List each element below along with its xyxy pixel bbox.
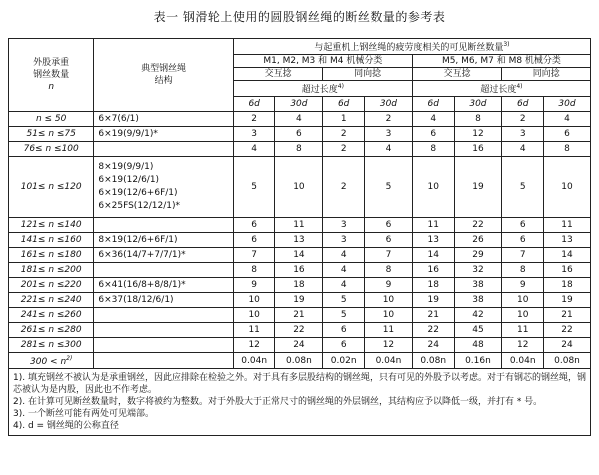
header-class-a: M1, M2, M3 和 M4 机械分类 xyxy=(233,55,412,68)
header-length-note-a: 4) xyxy=(337,83,344,90)
broken-wire-value: 6 xyxy=(323,323,365,338)
strand-count-note: 2) xyxy=(66,355,73,362)
header-structure-line2: 结构 xyxy=(154,76,173,86)
strand-count-text: 161≤ n ≤180 xyxy=(20,250,82,260)
header-length-a xyxy=(233,81,412,97)
broken-wire-value: 11 xyxy=(544,218,591,233)
strand-count-text: 101≤ n ≤120 xyxy=(20,182,82,192)
broken-wire-value: 6 xyxy=(502,218,544,233)
table-title: 表一 钢滑轮上使用的圆股钢丝绳的断丝数量的参考表 xyxy=(153,10,446,24)
broken-wire-value: 4 xyxy=(275,112,323,127)
strand-count-cell xyxy=(9,248,94,263)
broken-wire-value: 12 xyxy=(233,338,275,353)
broken-wire-value: 10 xyxy=(365,293,413,308)
broken-wire-value: 2 xyxy=(323,127,365,142)
broken-wire-value: 8 xyxy=(412,142,454,157)
broken-wire-value: 8 xyxy=(502,263,544,278)
structure-text: 6×7(6/1) xyxy=(98,113,139,124)
broken-wire-value: 21 xyxy=(275,308,323,323)
table-row xyxy=(9,353,591,369)
broken-wire-value: 8 xyxy=(454,112,502,127)
broken-wire-value: 4 xyxy=(323,263,365,278)
broken-wire-value: 6 xyxy=(323,338,365,353)
header-structure-line1: 典型钢丝绳 xyxy=(141,64,187,74)
table-row xyxy=(9,233,591,248)
broken-wire-value: 16 xyxy=(454,142,502,157)
structure-cell xyxy=(94,293,233,308)
broken-wire-value: 18 xyxy=(544,278,591,293)
broken-wire-value: 3 xyxy=(233,127,275,142)
broken-wire-value: 13 xyxy=(544,233,591,248)
structure-cell xyxy=(94,323,233,338)
structure-text: 6×41(16/8+8/8/1)* xyxy=(98,279,186,290)
broken-wire-value: 11 xyxy=(412,218,454,233)
broken-wire-value: 4 xyxy=(323,248,365,263)
broken-wire-value: 14 xyxy=(544,248,591,263)
header-length-note-b: 4) xyxy=(516,83,523,90)
header-group-note: 3) xyxy=(503,41,510,48)
table-row xyxy=(9,218,591,233)
structure-cell xyxy=(94,142,233,157)
broken-wire-value: 38 xyxy=(454,278,502,293)
strand-count-cell xyxy=(9,218,94,233)
broken-wire-value: 19 xyxy=(454,157,502,218)
broken-wire-value: 0.08n xyxy=(275,353,323,369)
header-strand-count-line1: 外股承重 xyxy=(33,58,70,68)
header-same-lay-b: 同向捻 xyxy=(502,68,591,81)
broken-wire-value: 29 xyxy=(454,248,502,263)
structure-cell xyxy=(94,233,233,248)
broken-wire-value: 9 xyxy=(502,278,544,293)
broken-wire-value: 9 xyxy=(233,278,275,293)
broken-wire-value: 10 xyxy=(502,308,544,323)
broken-wire-value: 2 xyxy=(323,157,365,218)
broken-wire-value: 13 xyxy=(412,233,454,248)
strand-count-cell xyxy=(9,278,94,293)
broken-wire-value: 2 xyxy=(365,112,413,127)
header-length-cell: 30d xyxy=(454,97,502,112)
strand-count-text: 201≤ n ≤220 xyxy=(20,280,82,290)
strand-count-cell xyxy=(9,323,94,338)
structure-cell xyxy=(94,112,233,127)
broken-wire-value: 12 xyxy=(365,338,413,353)
broken-wire-value: 8 xyxy=(544,142,591,157)
header-length-cell: 6d xyxy=(323,97,365,112)
broken-wire-value: 5 xyxy=(233,157,275,218)
broken-wire-value: 6 xyxy=(233,233,275,248)
structure-cell xyxy=(94,218,233,233)
structure-cell xyxy=(94,157,233,218)
strand-count-cell xyxy=(9,157,94,218)
header-same-lay-a: 同向捻 xyxy=(323,68,413,81)
header-strand-count xyxy=(9,39,94,112)
table-row xyxy=(9,263,591,278)
structure-text: 6×25FS(12/12/1)* xyxy=(98,201,181,211)
broken-wire-table xyxy=(8,38,591,436)
strand-count-text: 121≤ n ≤140 xyxy=(20,220,82,230)
broken-wire-value: 16 xyxy=(412,263,454,278)
table-row xyxy=(9,293,591,308)
strand-count-cell xyxy=(9,127,94,142)
broken-wire-value: 6 xyxy=(502,233,544,248)
strand-count-cell xyxy=(9,233,94,248)
header-length-cell: 6d xyxy=(412,97,454,112)
broken-wire-value: 8 xyxy=(365,263,413,278)
broken-wire-value: 4 xyxy=(544,112,591,127)
footnote: 2). 在计算可见断丝数量时，数字将被约为整数。对于外股大于正常尺寸的钢丝绳的外层钢丝，其结构应予以降低一级，并打有 * 号。 xyxy=(13,397,543,407)
broken-wire-value: 0.16n xyxy=(454,353,502,369)
broken-wire-value: 11 xyxy=(502,323,544,338)
broken-wire-value: 18 xyxy=(412,278,454,293)
header-cross-lay-b: 交互捻 xyxy=(412,68,502,81)
header-strand-count-symbol: n xyxy=(48,82,55,92)
broken-wire-value: 2 xyxy=(233,112,275,127)
structure-text: 6×36(14/7+7/7/1)* xyxy=(98,249,186,260)
broken-wire-value: 10 xyxy=(502,293,544,308)
strand-count-cell xyxy=(9,263,94,278)
broken-wire-value: 0.04n xyxy=(502,353,544,369)
table-row xyxy=(9,248,591,263)
structure-text: 8×19(9/9/1) xyxy=(98,162,154,172)
broken-wire-value: 2 xyxy=(502,112,544,127)
strand-count-text: 221≤ n ≤240 xyxy=(20,295,82,305)
broken-wire-value: 22 xyxy=(544,323,591,338)
strand-count-cell xyxy=(9,308,94,323)
header-length-cell: 30d xyxy=(275,97,323,112)
strand-count-text: 261≤ n ≤280 xyxy=(20,325,82,335)
broken-wire-value: 3 xyxy=(323,233,365,248)
header-structure xyxy=(94,39,233,112)
broken-wire-value: 32 xyxy=(454,263,502,278)
broken-wire-value: 3 xyxy=(323,218,365,233)
strand-count-text: 51≤ n ≤75 xyxy=(26,129,76,139)
broken-wire-value: 19 xyxy=(275,293,323,308)
broken-wire-value: 9 xyxy=(365,278,413,293)
broken-wire-value: 8 xyxy=(275,142,323,157)
strand-count-cell xyxy=(9,142,94,157)
footnote: 1). 填充钢丝不被认为是承重钢丝，因此应排除在检验之外。对于具有多层股结构的钢丝绳，只有可见的外股予以考虑。对于有钢芯的钢丝绳，钢芯被认为是内股，因此也不作考虑。 xyxy=(13,373,586,395)
broken-wire-value: 6 xyxy=(412,127,454,142)
broken-wire-value: 22 xyxy=(275,323,323,338)
header-length-label-a: 超过长度 xyxy=(301,85,338,95)
broken-wire-value: 6 xyxy=(233,218,275,233)
broken-wire-value: 14 xyxy=(275,248,323,263)
structure-cell xyxy=(94,338,233,353)
structure-cell xyxy=(94,248,233,263)
broken-wire-value: 4 xyxy=(233,142,275,157)
broken-wire-value: 7 xyxy=(502,248,544,263)
header-length-cell: 6d xyxy=(233,97,275,112)
header-length-cell: 6d xyxy=(502,97,544,112)
strand-count-text: n ≤ 50 xyxy=(35,114,67,124)
broken-wire-value: 10 xyxy=(233,308,275,323)
broken-wire-value: 6 xyxy=(544,127,591,142)
structure-cell xyxy=(94,308,233,323)
broken-wire-value: 10 xyxy=(412,157,454,218)
broken-wire-value: 3 xyxy=(502,127,544,142)
header-length-label-b: 超过长度 xyxy=(480,85,517,95)
structure-text: 8×19(12/6+6F/1) xyxy=(98,234,178,245)
broken-wire-value: 4 xyxy=(323,278,365,293)
table-row xyxy=(9,127,591,142)
broken-wire-value: 14 xyxy=(412,248,454,263)
header-length-cell: 30d xyxy=(544,97,591,112)
broken-wire-value: 21 xyxy=(544,308,591,323)
broken-wire-value: 0.02n xyxy=(323,353,365,369)
strand-count-text: 141≤ n ≤160 xyxy=(20,235,82,245)
broken-wire-value: 6 xyxy=(365,233,413,248)
broken-wire-value: 24 xyxy=(412,338,454,353)
broken-wire-value: 4 xyxy=(502,142,544,157)
footnote: 3). 一个断丝可能有两处可见端部。 xyxy=(13,409,154,419)
broken-wire-value: 48 xyxy=(454,338,502,353)
broken-wire-value: 11 xyxy=(365,323,413,338)
header-length-b xyxy=(412,81,590,97)
broken-wire-value: 5 xyxy=(502,157,544,218)
structure-cell xyxy=(94,278,233,293)
broken-wire-value: 19 xyxy=(544,293,591,308)
table-row xyxy=(9,308,591,323)
table-row xyxy=(9,142,591,157)
header-strand-count-line2: 钢丝数量 xyxy=(33,70,70,80)
broken-wire-value: 12 xyxy=(502,338,544,353)
broken-wire-value: 5 xyxy=(323,308,365,323)
table-row xyxy=(9,278,591,293)
footnote: 4). d = 钢丝绳的公称直径 xyxy=(13,421,119,431)
structure-cell xyxy=(94,353,233,369)
strand-count-cell xyxy=(9,353,94,369)
structure-cell xyxy=(94,263,233,278)
broken-wire-value: 10 xyxy=(365,308,413,323)
broken-wire-value: 16 xyxy=(544,263,591,278)
broken-wire-value: 10 xyxy=(544,157,591,218)
table-row xyxy=(9,112,591,127)
broken-wire-value: 1 xyxy=(323,112,365,127)
table-row xyxy=(9,157,591,218)
strand-count-cell xyxy=(9,338,94,353)
structure-text: 6×19(12/6+6F/1) xyxy=(98,188,178,198)
header-group xyxy=(233,39,590,55)
structure-text: 6×37(18/12/6/1) xyxy=(98,294,174,305)
broken-wire-value: 0.08n xyxy=(544,353,591,369)
broken-wire-value: 4 xyxy=(412,112,454,127)
broken-wire-value: 0.08n xyxy=(412,353,454,369)
strand-count-text: 76≤ n ≤100 xyxy=(23,144,79,154)
table-row xyxy=(9,323,591,338)
broken-wire-value: 22 xyxy=(412,323,454,338)
header-cross-lay-a: 交互捻 xyxy=(233,68,323,81)
header-class-b: M5, M6, M7 和 M8 机械分类 xyxy=(412,55,590,68)
broken-wire-value: 0.04n xyxy=(365,353,413,369)
strand-count-text: 300 < n xyxy=(30,357,67,367)
structure-text: 6×19(9/9/1)* xyxy=(98,128,158,139)
broken-wire-value: 5 xyxy=(323,293,365,308)
table-row xyxy=(9,338,591,353)
broken-wire-value: 18 xyxy=(275,278,323,293)
broken-wire-value: 38 xyxy=(454,293,502,308)
notes-row xyxy=(9,369,591,436)
broken-wire-value: 5 xyxy=(365,157,413,218)
broken-wire-value: 24 xyxy=(275,338,323,353)
broken-wire-value: 22 xyxy=(454,218,502,233)
broken-wire-value: 26 xyxy=(454,233,502,248)
broken-wire-value: 42 xyxy=(454,308,502,323)
broken-wire-value: 13 xyxy=(275,233,323,248)
structure-text: 6×19(12/6/1) xyxy=(98,175,160,185)
broken-wire-value: 0.04n xyxy=(233,353,275,369)
broken-wire-value: 19 xyxy=(412,293,454,308)
broken-wire-value: 10 xyxy=(275,157,323,218)
notes-cell xyxy=(9,369,591,436)
broken-wire-value: 4 xyxy=(365,142,413,157)
structure-cell xyxy=(94,127,233,142)
broken-wire-value: 7 xyxy=(365,248,413,263)
broken-wire-value: 2 xyxy=(323,142,365,157)
strand-count-text: 241≤ n ≤260 xyxy=(20,310,82,320)
strand-count-cell xyxy=(9,293,94,308)
broken-wire-value: 3 xyxy=(365,127,413,142)
broken-wire-value: 11 xyxy=(233,323,275,338)
broken-wire-value: 8 xyxy=(233,263,275,278)
broken-wire-value: 6 xyxy=(365,218,413,233)
strand-count-text: 281≤ n ≤300 xyxy=(20,340,82,350)
broken-wire-value: 24 xyxy=(544,338,591,353)
strand-count-cell xyxy=(9,112,94,127)
broken-wire-value: 6 xyxy=(275,127,323,142)
broken-wire-value: 16 xyxy=(275,263,323,278)
strand-count-text: 181≤ n ≤200 xyxy=(20,265,82,275)
broken-wire-value: 10 xyxy=(233,293,275,308)
broken-wire-value: 12 xyxy=(454,127,502,142)
broken-wire-value: 45 xyxy=(454,323,502,338)
broken-wire-value: 11 xyxy=(275,218,323,233)
broken-wire-value: 21 xyxy=(412,308,454,323)
broken-wire-value: 7 xyxy=(233,248,275,263)
header-group-title: 与起重机上钢丝绳的疲劳度相关的可见断丝数量 xyxy=(314,43,504,53)
header-length-cell: 30d xyxy=(365,97,413,112)
